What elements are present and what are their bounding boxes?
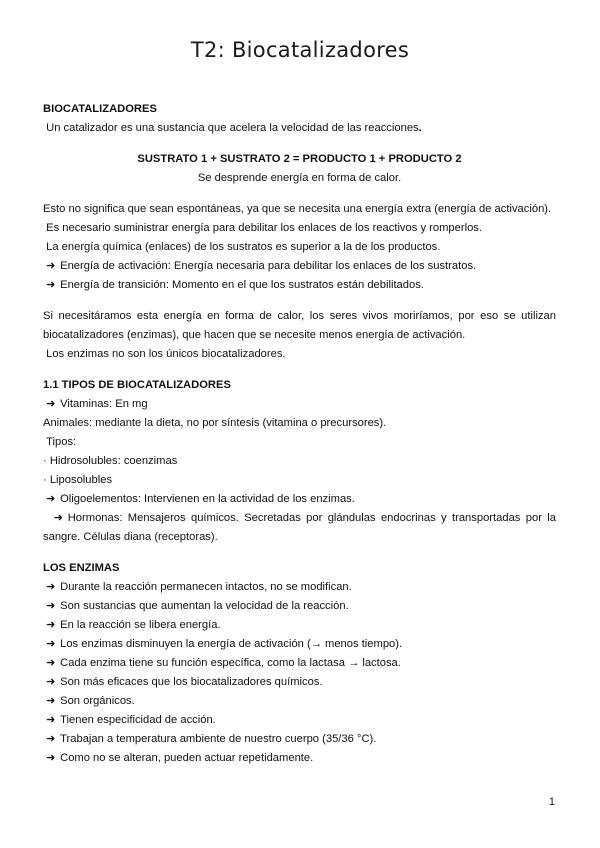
arrow-item: [43, 635, 556, 654]
arrow-icon: ➜: [46, 260, 56, 272]
arrow-item: [43, 578, 556, 597]
section-heading-biocatalizadores: BIOCATALIZADORES: [43, 103, 157, 115]
arrow-icon: ➜: [46, 752, 56, 764]
arrow-icon: ➜: [46, 657, 56, 669]
arrow-item-text: Los enzimas disminuyen la energía de activación (→ menos tiempo).: [60, 638, 403, 650]
document-body: [43, 100, 556, 768]
arrow-icon: ➜: [46, 676, 56, 688]
section-heading-enzimas: LOS ENZIMAS: [43, 562, 120, 574]
arrow-item-text: Durante la reacción permanecen intactos, no se modifican.: [60, 581, 352, 593]
arrow-item: [43, 276, 556, 295]
arrow-icon: ➜: [46, 619, 56, 631]
arrow-icon: ➜: [46, 638, 56, 650]
arrow-item: [43, 597, 556, 616]
arrow-item: [43, 257, 556, 276]
arrow-item: [43, 654, 556, 673]
equation-note: Se desprende energía en forma de calor.: [197, 172, 402, 184]
arrow-item-text: Energía de transición: Momento en el que los sustratos están debilitados.: [60, 279, 424, 291]
arrow-item-text: Son orgánicos.: [60, 695, 135, 707]
arrow-icon: ➜: [46, 733, 56, 745]
equation: SUSTRATO 1 + SUSTRATO 2 = PRODUCTO 1 + PRODUCTO 2: [137, 153, 462, 165]
text-line: [43, 238, 556, 257]
arrow-item-text: Vitaminas: En mg: [60, 398, 148, 410]
arrow-icon: ➜: [46, 600, 56, 612]
arrow-item-text: Oligoelementos: Intervienen en la actividad de los enzimas.: [60, 493, 355, 505]
list-item: · Hidrosolubles: coenzimas: [43, 455, 178, 467]
closing-text: Los enzimas no son los únicos biocatalizadores.: [46, 348, 286, 360]
arrow-item-text: Trabajan a temperatura ambiente de nuestro cuerpo (35/36 °C).: [60, 733, 377, 745]
intro-line: [43, 119, 556, 138]
intro-text: Un catalizador es una sustancia que acelera la velocidad de las reacciones: [46, 122, 419, 134]
section-heading-tipos: 1.1 TIPOS DE BIOCATALIZADORES: [43, 379, 231, 391]
arrow-icon: ➜: [46, 398, 56, 410]
arrow-item: [43, 730, 556, 749]
closing-line: [43, 345, 556, 364]
arrow-icon: ➜: [53, 512, 64, 524]
arrow-item: [43, 673, 556, 692]
arrow-item: [43, 692, 556, 711]
arrow-item-text: En la reacción se libera energía.: [60, 619, 221, 631]
enzimas-list: [43, 578, 556, 768]
arrow-icon: ➜: [46, 714, 56, 726]
text-line-content: La energía química (enlaces) de los sustratos es superior a la de los productos.: [46, 241, 441, 253]
text-line: [43, 433, 556, 452]
arrow-icon: ➜: [46, 279, 56, 291]
arrow-item: [43, 749, 556, 768]
arrow-item-paragraph: [43, 509, 556, 547]
arrow-item: [43, 395, 556, 414]
arrow-item-text: Son sustancias que aumentan la velocidad de la reacción.: [60, 600, 349, 612]
arrow-item-text: Son más eficaces que los biocatalizadores químicos.: [60, 676, 323, 688]
paragraph-energy: Si necesitáramos esta energía en forma de calor, los seres vivos moriríamos, por eso se utilizan biocatalizadores (enzimas), que hacen que se necesite menos energía de activación.: [43, 310, 556, 341]
arrow-icon: ➜: [46, 493, 56, 505]
arrow-item: [43, 616, 556, 635]
arrow-item: [43, 490, 556, 509]
text-line-content: Tipos:: [46, 436, 77, 448]
arrow-item-text: Hormonas: Mensajeros químicos. Secretadas por glándulas endocrinas y transportadas por la sangre. Células diana (receptoras).: [43, 512, 556, 543]
text-line: Esto no significa que sean espontáneas, ya que se necesita una energía extra (energía de activación).: [43, 203, 552, 215]
page-title: T2: Biocatalizadores: [190, 38, 410, 62]
arrow-icon: ➜: [46, 581, 56, 593]
arrow-item-text: Energía de activación: Energía necesaria para debilitar los enlaces de los sustratos.: [60, 260, 477, 272]
intro-period: .: [418, 122, 422, 134]
text-line: [43, 219, 556, 238]
arrow-item-text: Cada enzima tiene su función específica, como la lactasa → lactosa.: [60, 657, 401, 669]
arrow-item-text: Como no se alteran, pueden actuar repetidamente.: [60, 752, 314, 764]
arrow-icon: ➜: [46, 695, 56, 707]
arrow-item: [43, 711, 556, 730]
text-line: Animales: mediante la dieta, no por síntesis (vitamina o precursores).: [43, 417, 387, 429]
list-item: · Liposolubles: [43, 474, 113, 486]
page-number: 1: [548, 796, 555, 808]
arrow-item-text: Tienen especificidad de acción.: [60, 714, 216, 726]
text-line-content: Es necesario suministrar energía para debilitar los enlaces de los reactivos y romperlos.: [46, 222, 483, 234]
